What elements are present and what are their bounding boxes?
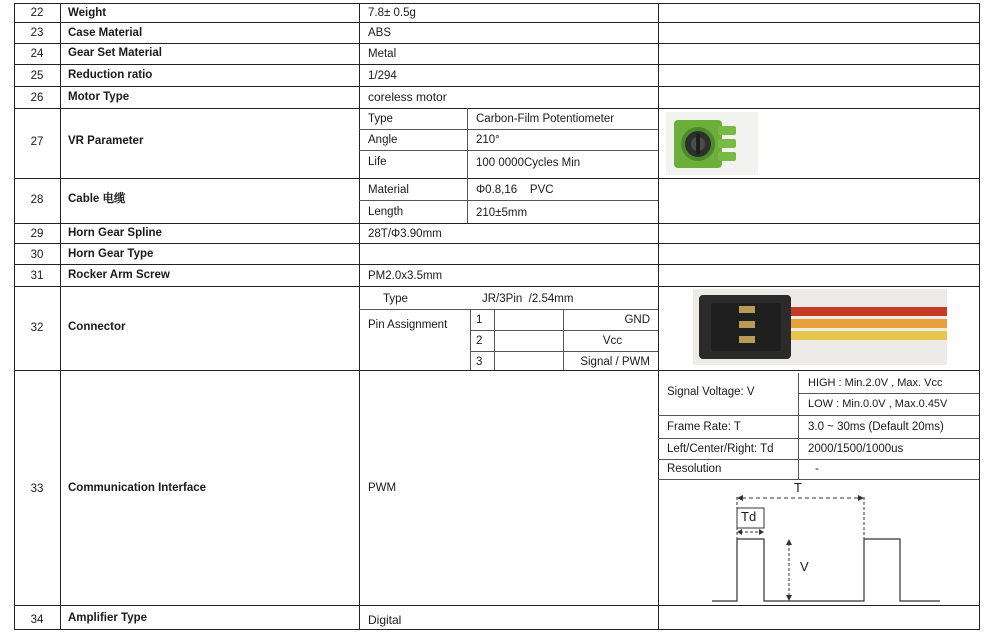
row-number: 34 xyxy=(30,614,44,626)
pwm-waveform xyxy=(712,539,940,601)
frame-rate-value: 3.0 ~ 30ms (Default 20ms) xyxy=(808,421,944,433)
row-value: 7.8± 0.5g xyxy=(368,7,416,19)
frame-rate-label: Frame Rate: T xyxy=(667,421,741,433)
resolution-value: - xyxy=(815,463,819,475)
lcr-value: 2000/1500/1000us xyxy=(808,443,904,455)
connector-type-label: Type xyxy=(383,293,408,305)
vr-angle-value: 210° xyxy=(476,134,500,146)
row-value: coreless motor xyxy=(368,90,447,104)
pin-number: 3 xyxy=(476,356,483,368)
row-value: 1/294 xyxy=(368,70,397,82)
row-number: 30 xyxy=(30,249,44,261)
vr-angle-label: Angle xyxy=(368,134,398,146)
row-name: Case Material xyxy=(68,27,143,39)
row-value: Metal xyxy=(368,48,397,60)
pin-signal: GND xyxy=(624,314,650,326)
row-name: Horn Gear Spline xyxy=(68,227,162,239)
row-name: Connector xyxy=(68,321,126,333)
vr-life-label: Life xyxy=(368,156,387,168)
row-name: Amplifier Type xyxy=(68,612,148,624)
signal-high: HIGH : Min.2.0V , Max. Vcc xyxy=(808,377,943,389)
signal-low: LOW : Min.0.0V , Max.0.45V xyxy=(808,398,948,410)
row-value: 28T/Φ3.90mm xyxy=(368,228,442,240)
vr-type-label: Type xyxy=(368,113,393,125)
diagram-t-label: T xyxy=(794,480,802,495)
row-name: Weight xyxy=(68,7,107,19)
diagram-v-label: V xyxy=(800,559,809,574)
row-number: 32 xyxy=(30,322,44,334)
cable-length-label: Length xyxy=(368,206,404,218)
cable-material-label: Material xyxy=(368,184,409,196)
row-number: 23 xyxy=(30,27,44,39)
row-number: 29 xyxy=(30,228,44,240)
potentiometer-image xyxy=(666,112,758,175)
row-value: PM2.0x3.5mm xyxy=(368,270,443,282)
row-name: Reduction ratio xyxy=(68,69,153,81)
vr-type-value: Carbon-Film Potentiometer xyxy=(476,113,615,125)
row-name: Communication Interface xyxy=(68,482,207,494)
cable-material-value: Φ0.8,16 PVC xyxy=(476,184,554,196)
pin-signal: Vcc xyxy=(602,335,622,347)
row-name: Gear Set Material xyxy=(68,47,162,59)
signal-voltage-label: Signal Voltage: V xyxy=(667,386,755,398)
pin-signal: Signal / PWM xyxy=(580,356,650,368)
lcr-label: Left/Center/Right: Td xyxy=(667,443,774,455)
row-number: 25 xyxy=(30,70,44,82)
cable-length-value: 210±5mm xyxy=(476,207,528,219)
row-number: 28 xyxy=(30,194,44,206)
diagram-td-label: Td xyxy=(741,509,757,524)
row-number: 22 xyxy=(30,7,44,19)
row-name: Horn Gear Type xyxy=(68,248,154,260)
row-name: Motor Type xyxy=(68,91,130,103)
row-number: 31 xyxy=(30,270,44,282)
row-value: ABS xyxy=(368,27,392,39)
row-number: 27 xyxy=(30,136,44,148)
row-name: VR Parameter xyxy=(68,135,144,147)
pwm-timing-diagram xyxy=(700,480,950,604)
pin-assignment-label: Pin Assignment xyxy=(368,319,448,331)
row-value: PWM xyxy=(368,482,397,494)
pin-number: 1 xyxy=(476,314,483,326)
connector-image xyxy=(693,289,947,365)
vr-life-value: 100 0000Cycles Min xyxy=(476,157,581,169)
connector-type-value: JR/3Pin /2.54mm xyxy=(482,293,574,305)
pin-number: 2 xyxy=(476,335,483,347)
row-value: Digital xyxy=(368,613,402,627)
row-name: Cable 电缆 xyxy=(68,193,126,205)
row-number: 26 xyxy=(30,92,44,104)
resolution-label: Resolution xyxy=(667,463,722,475)
row-number: 33 xyxy=(30,483,44,495)
row-number: 24 xyxy=(30,48,44,60)
row-name: Rocker Arm Screw xyxy=(68,269,170,281)
